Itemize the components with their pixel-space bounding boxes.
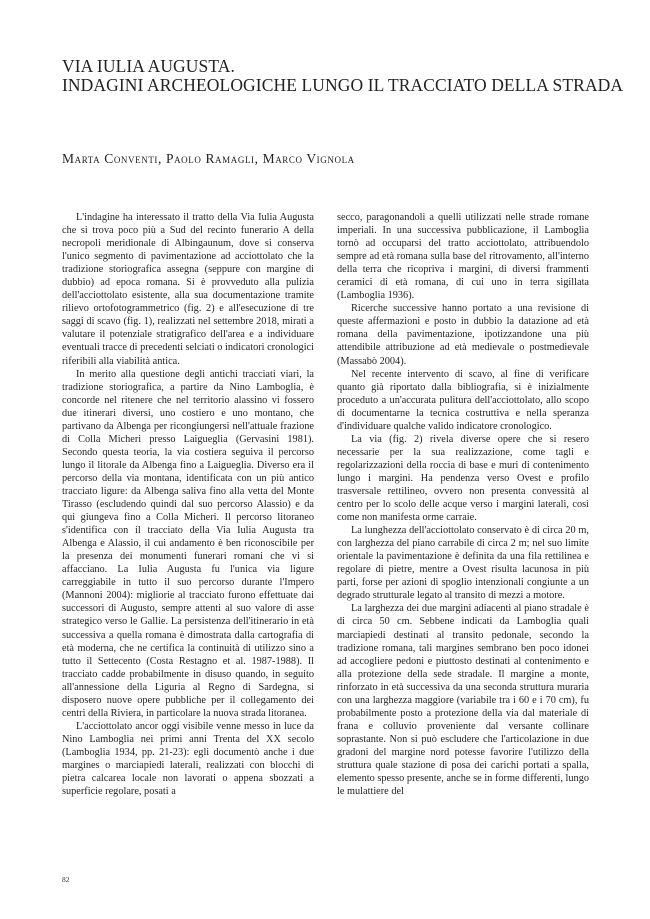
paragraph: In merito alla questione degli antichi tracciati viari, la tradizione storiografica, a partire da Nino Lamboglia, è concorde nel ritenere che nel territorio alassino vi fossero due itinerari diversi, uno costiero e uno montano, che partivano da Albenga per ricongiungersi nell'attuale frazione di Colla Micheri presso Laigueglia (Gervasini 1981). Secondo questa teoria, la via costiera seguiva il percorso lungo il litorale da Albenga fino a Laigueglia. Diverso era il percorso della via montana, identificata con un più antico tracciato ligure: da Albenga saliva fino alla vetta del Monte Tirasso (escludendo quindi dal suo percorso Alassio) e da qui giungeva fino a Colla Micheri. Il percorso litoraneo s'identifica con il tracciato della Via Iulia Augusta tra Albenga e Alassio, il cui andamento è ben riconoscibile per la presenza dei monumenti funerari romani che vi si affacciano. La Iulia Augusta fu l'unica via ligure carreggiabile in tutto il suo percorso durante l'Impero (Mannoni 2004): migliorie al tracciato furono effettuate dai successori di Augusto, sempre attenti al suo valore di asse strategico verso le Gallie. La persistenza dell'itinerario in età successiva a quella romana è dimostrata dalla cartografia di età moderna, che ne certifica la continuità di utilizzo sino a tutto il Settecento (Costa Restagno et al. 1987-1988). Il tracciato cadde probabilmente in disuso quando, in seguito all'annessione della Liguria al Regno di Sardegna, si disposero nuove opere pubbliche per il collegamento dei centri della Riviera, in particolare la nuova strada litoranea.	[62, 368, 314, 719]
page-number: 82	[62, 875, 70, 884]
authors-line: Marta Conventi, Paolo Ramagli, Marco Vignola	[62, 151, 355, 166]
article-title	[62, 57, 622, 95]
paragraph: La larghezza dei due margini adiacenti al piano stradale è di circa 50 cm. Sebbene indicati da Lamboglia quali marciapiedi destinati al transito pedonale, secondo la tradizione romana, tali margines sembrano ben poco idonei ad accogliere pedoni e piuttosto destinati al contenimento e alla protezione della sede stradale. Il margine a monte, rinforzato in età successiva da una seconda struttura muraria con una larghezza maggiore (variabile tra i 60 e i 70 cm), fu probabilmente posto a protezione della via dal materiale di frana e colluvio proveniente dal versante collinare soprastante. Non si può escludere che l'articolazione in due gradoni del margine nord potesse favorire l'utilizzo della struttura quale stazione di posa dei carichi portati a spalla, elemento spesso presente, anche se in forme differenti, lungo le mulattiere del	[337, 603, 589, 798]
title-line-2: INDAGINI ARCHEOLOGICHE LUNGO IL TRACCIATO DELLA STRADA	[62, 75, 624, 95]
paragraph: L'acciottolato ancor oggi visibile venne messo in luce da Nino Lamboglia nei primi anni Trenta del XX secolo (Lamboglia 1934, pp. 21-23): egli documentò anche i due margines o marciapiedi laterali, realizzati con blocchi di pietra calcarea locale non lavorati o appena sbozzati a superficie regolare, posati a	[62, 720, 314, 798]
paragraph: secco, paragonandoli a quelli utilizzati nelle strade romane imperiali. In una successiva pubblicazione, il Lamboglia tornò ad occuparsi del tratto acciottolato, attribuendolo sempre ad età romana sulla base del ritrovamento, all'interno della terra che ricopriva i margini, di diversi frammenti ceramici di età romana, di cui uno in terra sigillata (Lamboglia 1936).	[337, 212, 589, 302]
paragraph: La via (fig. 2) rivela diverse opere che si resero necessarie per la sua realizzazione, come tagli e regolarizzazioni della roccia di base e muri di contenimento lungo i margini. Ha pendenza verso Ovest e profilo trasversale rettilineo, ovvero non presenta convessità al centro per lo scolo delle acque verso i margini laterali, così come non manifesta orme carraie.	[337, 433, 589, 524]
paragraph: La lunghezza dell'acciottolato conservato è di circa 20 m, con larghezza del piano carrabile di circa 2 m; nel suo limite orientale la pavimentazione è definita da una fila rettilinea e regolare di pietre, mentre a Ovest risulta lacunosa in più parti, forse per azioni di spoglio intenzionali congiunte a un degrado strutturale legato al transito di mezzi a motore.	[337, 525, 589, 602]
title-line-1: VIA IULIA AUGUSTA.	[62, 56, 235, 76]
paragraph: Nel recente intervento di scavo, al fine di verificare quanto già riportato dalla bibliografia, si è inizialmente proceduto a un'accurata pulitura dell'acciottolato, allo scopo di documentarne la tecnica costruttiva e nella speranza d'individuare qualche valido indicatore cronologico.	[337, 368, 589, 432]
left-column	[62, 211, 314, 798]
paragraph: Ricerche successive hanno portato a una revisione di queste affermazioni e posto in dubbio la datazione ad età romana della pavimentazione, ipotizzandone una più attendibile attribuzione ad età medievale o postmedievale (Massabò 2004).	[337, 303, 589, 367]
paragraph: L'indagine ha interessato il tratto della Via Iulia Augusta che si trova poco più a Sud del recinto funerario A della necropoli meridionale di Albingaunum, dove si conserva l'unico segmento di pavimentazione ad acciottolato che la tradizione storiografica assegna (seppure con margine di dubbio) ad epoca romana. Si è provveduto alla pulizia dell'acciottolato esistente, alla sua documentazione tramite rilievo ortofotogrammetrico (fig. 2) e all'esecuzione di tre saggi di scavo (fig. 1), realizzati nel settembre 2018, mirati a valutare il potenziale stratigrafico dell'area e a individuare eventuali tracce di precedenti selciati o indicatori cronologici riferibili alla viabilità antica.	[62, 212, 314, 367]
right-column	[337, 211, 589, 798]
